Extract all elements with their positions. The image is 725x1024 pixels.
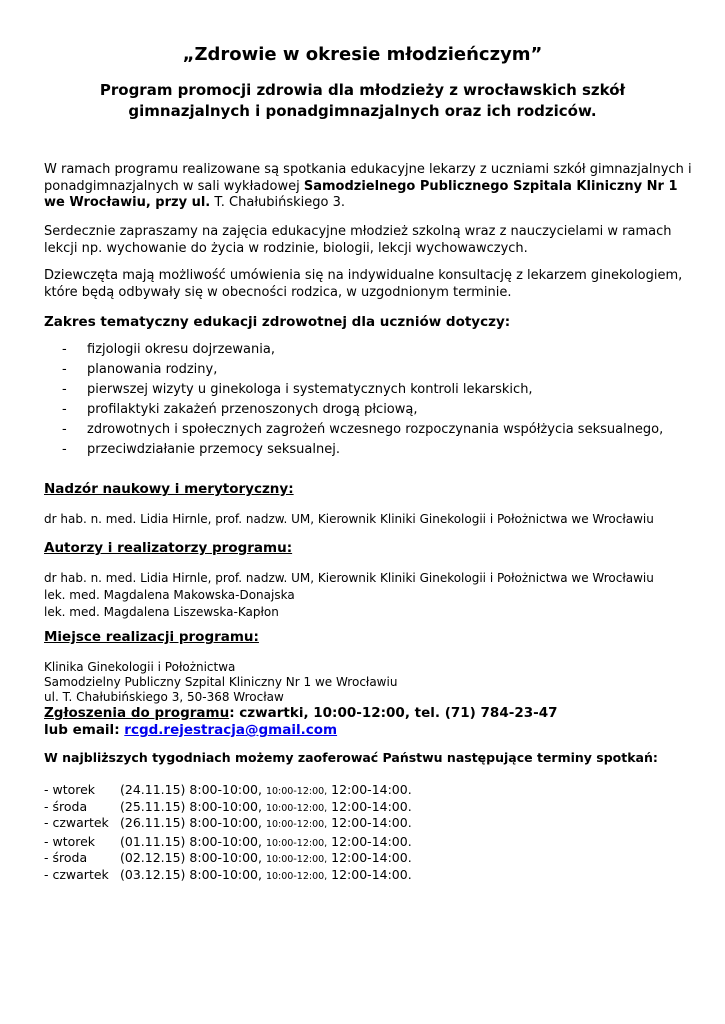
topics-list — [62, 340, 663, 460]
list-item: - fizjologii okresu dojrzewania, — [62, 340, 663, 360]
intro-paragraph — [44, 162, 694, 212]
intro-text-1: W ramach programu realizowane są spotkania edukacyjne lekarzy z uczniami szkół gimnazjalnych i ponadgimnazjalnych w sali wykładowej — [44, 162, 692, 194]
registration-line — [44, 705, 558, 721]
author-line: lek. med. Magdalena Liszewska-Kapłon — [44, 605, 279, 619]
list-item: - profilaktyki zakażeń przenoszonych drogą płciową, — [62, 400, 663, 420]
list-item: - planowania rodziny, — [62, 360, 663, 380]
intro-text-2: T. Chałubińskiego 3. — [210, 195, 346, 210]
supervision-heading: Nadzór naukowy i merytoryczny: — [44, 481, 294, 497]
list-item: - zdrowotnych i społecznych zagrożeń wczesnego rozpoczynania współżycia seksualnego, — [62, 420, 663, 440]
consultation-paragraph: Dziewczęta mają możliwość umówienia się na indywidualne konsultację z lekarzem ginekologiem, które będą odbywały się w obecności rodzica, w uzgodnionym terminie. — [44, 268, 683, 300]
authors-heading: Autorzy i realizatorzy programu: — [44, 540, 293, 556]
list-dash: - — [62, 382, 67, 397]
place-line: Klinika Ginekologii i Położnictwa — [44, 660, 236, 674]
place-line: ul. T. Chałubińskiego 3, 50-368 Wrocław — [44, 690, 284, 704]
registration-details: : czwartki, 10:00-12:00, tel. (71) 784-23-47 — [229, 705, 558, 721]
registration-label: Zgłoszenia do programu — [44, 705, 230, 721]
list-dash: - — [62, 402, 67, 417]
document-subtitle: Program promocji zdrowia dla młodzieży z wrocławskich szkół gimnazjalnych i ponadgimnazjalnych oraz ich rodziców. — [99, 81, 626, 120]
author-line: dr hab. n. med. Lidia Hirnle, prof. nadzw. UM, Kierownik Kliniki Ginekologii i Położnictwa we Wrocławiu — [44, 571, 654, 585]
list-item: - pierwszej wizyty u ginekologa i systematycznych kontroli lekarskich, — [62, 380, 663, 400]
document-page: „Zdrowie w okresie młodzieńczym” Program promocji zdrowia dla młodzieży z wrocławskich szkół gimnazjalnych i ponadgimnazjalnych oraz ich rodziców. W ramach programu realizowane są spotkania edukacyjne lekarzy z uczniami szkół gimnazjalnych i ponadgimnazjalnych w sali wykładowej Samodzielnego Publicznego Szpitala Kliniczny Nr 1 we Wrocławiu, przy ul. T. Chałubińskiego 3. Serdecznie zapraszamy na zajęcia edukacyjne młodzież szkolną wraz z nauczycielami w ramach lekcji np. wychowanie do życia w rodzinie, biologii, lekcji wychowawczych. Dziewczęta mają możliwość umówienia się na indywidualne konsultację z lekarzem ginekologiem, które będą odbywały się w obecności rodzica, w uzgodnionym terminie. Zakres tematyczny edukacji zdrowotnej dla uczniów dotyczy: - fizjologii okresu dojrzewania, - planowania rodziny, - pierwszej wizyty u ginekologa i systematycznych kontroli lekarskich, - profilaktyki zakażeń przenoszonych drogą płciową, - zdrowotnych i społecznych zagrożeń wczesnego rozpoczynania współżycia seksualnego, - przeciwdziałanie przemocy seksualnej. Nadzór naukowy i merytoryczny: dr hab. n. med. Lidia Hirnle, prof. nadzw. UM, Kierownik Kliniki Ginekologii i Położnictwa we Wrocławiu Autorzy i realizatorzy programu: dr hab. n. med. Lidia Hirnle, prof. nadzw. UM, Kierownik Kliniki Ginekologii i Położnictwa we Wrocławiu lek. med. Magdalena Makowska-Donajska lek. med. Magdalena Liszewska-Kapłon Miejsce realizacji programu: Klinika Ginekologii i Położnictwa Samodzielny Publiczny Szpital Kliniczny Nr 1 we Wrocławiu ul. T. Chałubińskiego 3, 50-368 Wrocław Zgłoszenia do programu: czwartki, 10:00-12:00, tel. (71) 784-23-47 lub email: rcgd.rejestracja@gmail.com W najbliższych tygodniach możemy zaoferować Państwu następujące terminy spotkań: - wtorek (24.11.15) 8:00-10:00, 10:00-12:00, 12:00-14:00. - środa (25.11.15) 8:00-10:00, 10:00-12:00, 12:00-14:00. - czwartek (26.11.15) 8:00-10:00, 10:00-12:00, 12:00-14:00. - wtorek (01.11.15) 8:00-10:00, 10:00-12:00, 12:00-14:00. - środa (02.12.15) 8:00-10:00, 10:00-12:00, 12:00-14:00. - czwartek (03.12.15) 8:00-10:00, 10:00-12:00, 12:00-14:00. — [0, 0, 725, 1024]
list-dash: - — [62, 362, 67, 377]
list-dash: - — [62, 342, 67, 357]
place-line: Samodzielny Publiczny Szpital Kliniczny Nr 1 we Wrocławiu — [44, 675, 398, 689]
topics-heading: Zakres tematyczny edukacji zdrowotnej dla uczniów dotyczy: — [44, 314, 511, 330]
list-item: - przeciwdziałanie przemocy seksualnej. — [62, 440, 663, 460]
place-heading: Miejsce realizacji programu: — [44, 629, 259, 645]
author-line: lek. med. Magdalena Makowska-Donajska — [44, 588, 295, 602]
intro-hospital-name: Samodzielnego Publicznego Szpitala Kliniczny Nr 1 we Wrocławiu, przy ul. — [44, 178, 678, 210]
email-label: lub email: — [44, 722, 125, 738]
list-dash: - — [62, 442, 67, 457]
email-link[interactable]: rcgd.rejestracja@gmail.com — [124, 722, 338, 738]
document-title: „Zdrowie w okresie młodzieńczym” — [182, 44, 543, 65]
email-line — [44, 722, 337, 738]
list-dash: - — [62, 422, 67, 437]
schedule-heading: W najbliższych tygodniach możemy zaoferować Państwu następujące terminy spotkań: — [44, 750, 658, 765]
supervision-text: dr hab. n. med. Lidia Hirnle, prof. nadzw. UM, Kierownik Kliniki Ginekologii i Położnictwa we Wrocławiu — [44, 512, 654, 526]
invitation-paragraph: Serdecznie zapraszamy na zajęcia edukacyjne młodzież szkolną wraz z nauczycielami w ramach lekcji np. wychowanie do życia w rodzinie, biologii, lekcji wychowawczych. — [44, 224, 672, 256]
